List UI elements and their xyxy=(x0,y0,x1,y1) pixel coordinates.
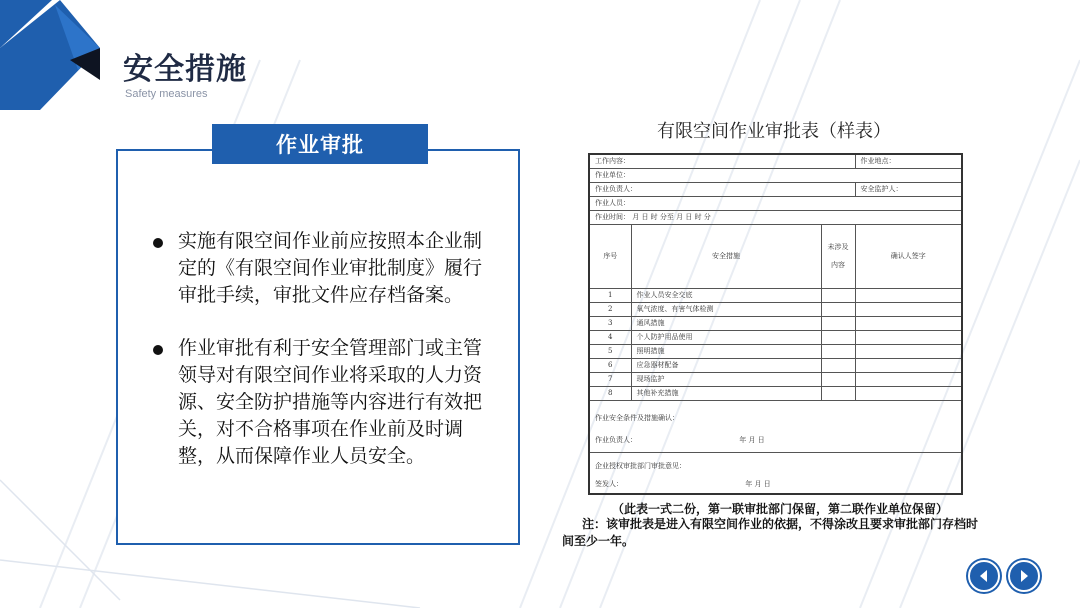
item-number: 5 xyxy=(589,344,631,358)
item-sign xyxy=(855,372,962,386)
bullet-item xyxy=(152,228,492,309)
item-sign xyxy=(855,330,962,344)
approval-date: 年 月 日 xyxy=(745,479,771,488)
bullet-text: 实施有限空间作业前应按照本企业制定的《有限空间作业审批制度》履行审批手续，审批文件应存档备案。 xyxy=(178,230,483,306)
table-row xyxy=(589,210,962,224)
item-check xyxy=(821,302,855,316)
item-check xyxy=(821,316,855,330)
form-cell: 作业人员： xyxy=(589,196,962,210)
header-cell: 确认人签字 xyxy=(855,224,962,288)
header-cell-line: 未涉及 xyxy=(827,243,849,251)
leader-sign-label: 作业负责人： xyxy=(595,435,637,444)
page-title: 安全措施 xyxy=(123,52,247,87)
previous-page-button[interactable] xyxy=(968,560,1000,592)
item-sign xyxy=(855,386,962,400)
item-number: 8 xyxy=(589,386,631,400)
table-row xyxy=(589,358,962,372)
signer-label: 签发人： xyxy=(595,479,623,488)
form-cell: 作业单位： xyxy=(589,168,962,182)
item-check xyxy=(821,372,855,386)
approval-cell xyxy=(589,452,962,494)
item-number: 4 xyxy=(589,330,631,344)
triangle-left-icon xyxy=(977,569,991,583)
table-row xyxy=(589,288,962,302)
table-row xyxy=(589,400,962,452)
form-cell: 作业地点： xyxy=(855,154,962,168)
next-page-button[interactable] xyxy=(1008,560,1040,592)
item-number: 6 xyxy=(589,358,631,372)
bullet-text: 作业审批有利于安全管理部门或主管领导对有限空间作业将采取的人力资源、安全防护措施等内容进行有效把关，对不合格事项在作业前及时调整，从而保障作业人员安全。 xyxy=(178,337,483,467)
item-number: 2 xyxy=(589,302,631,316)
form-note-remark: 注：该审批表是进入有限空间作业的依据，不得涂改且要求审批部门存档时间至少一年。 xyxy=(562,517,979,548)
form-cell: 安全监护人： xyxy=(855,182,962,196)
form-note-copies: （此表一式二份，第一联审批部门保留，第二联作业单位保留） xyxy=(611,502,948,516)
table-row xyxy=(589,386,962,400)
item-text: 其他补充措施 xyxy=(631,386,821,400)
table-row xyxy=(589,316,962,330)
bullet-item xyxy=(152,335,492,470)
confirm-cell xyxy=(589,400,962,452)
form-cell: 工作内容： xyxy=(589,154,855,168)
table-row xyxy=(589,168,962,182)
bullet-list xyxy=(152,228,492,496)
confirm-sign-line xyxy=(595,429,956,451)
bullet-dot-icon xyxy=(153,345,163,355)
page-subtitle: Safety measures xyxy=(125,88,208,100)
form-title: 有限空间作业审批表（样表） xyxy=(657,121,891,142)
item-sign xyxy=(855,288,962,302)
item-check xyxy=(821,386,855,400)
panel-tag: 作业审批 xyxy=(212,124,428,164)
header-cell-line: 内容 xyxy=(831,261,845,269)
confirm-date: 年 月 日 xyxy=(739,435,765,444)
item-text: 现场监护 xyxy=(631,372,821,386)
item-text: 个人防护用品使用 xyxy=(631,330,821,344)
approval-form-table xyxy=(588,153,963,495)
form-cell: 作业时间： 月 日 时 分至 月 日 时 分 xyxy=(589,210,962,224)
corner-logo-decoration xyxy=(0,0,110,115)
approval-sign-line xyxy=(595,475,956,493)
item-text: 应急器材配备 xyxy=(631,358,821,372)
table-row xyxy=(589,182,962,196)
item-check xyxy=(821,330,855,344)
item-sign xyxy=(855,302,962,316)
table-row xyxy=(589,452,962,494)
header-cell: 安全措施 xyxy=(631,224,821,288)
table-row xyxy=(589,302,962,316)
item-sign xyxy=(855,316,962,330)
item-text: 照明措施 xyxy=(631,344,821,358)
table-row xyxy=(589,154,962,168)
item-sign xyxy=(855,358,962,372)
triangle-right-icon xyxy=(1017,569,1031,583)
item-check xyxy=(821,344,855,358)
item-sign xyxy=(855,344,962,358)
item-text: 作业人员安全交底 xyxy=(631,288,821,302)
table-header-row xyxy=(589,224,962,288)
table-row xyxy=(589,196,962,210)
item-number: 1 xyxy=(589,288,631,302)
item-check xyxy=(821,358,855,372)
table-row xyxy=(589,372,962,386)
item-number: 3 xyxy=(589,316,631,330)
table-row xyxy=(589,330,962,344)
confirm-text: 作业安全条件及措施确认： xyxy=(595,413,679,422)
header-cell: 序号 xyxy=(589,224,631,288)
approval-text: 企业授权审批部门审批意见： xyxy=(595,461,686,470)
item-text: 氧气浓度、有害气体检测 xyxy=(631,302,821,316)
item-number: 7 xyxy=(589,372,631,386)
item-text: 通风措施 xyxy=(631,316,821,330)
bullet-dot-icon xyxy=(153,238,163,248)
header-cell xyxy=(821,224,855,288)
form-cell: 作业负责人： xyxy=(589,182,855,196)
table-row xyxy=(589,344,962,358)
item-check xyxy=(821,288,855,302)
